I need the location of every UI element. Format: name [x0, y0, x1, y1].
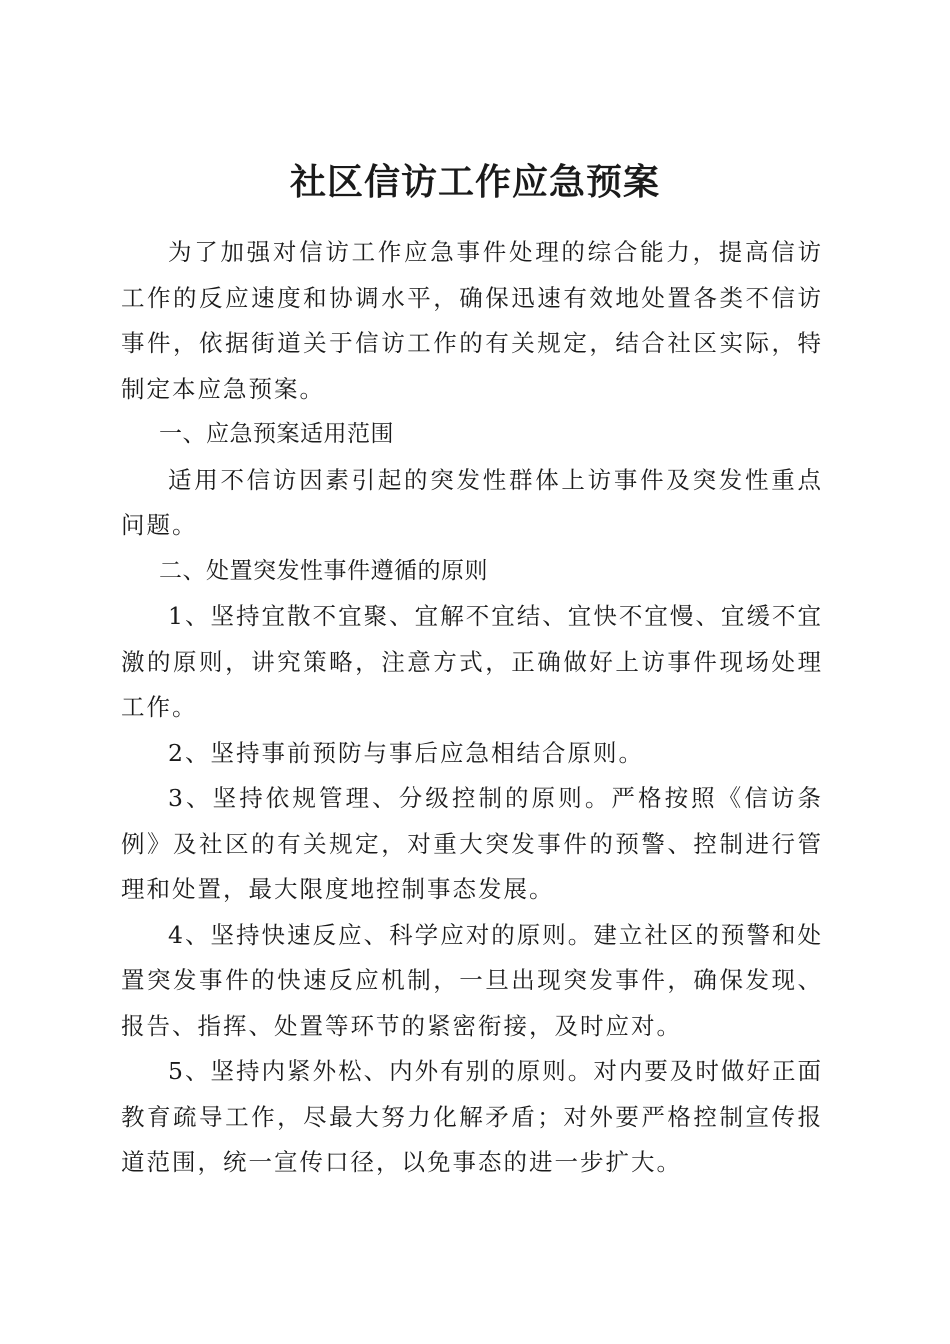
section-2-heading: 二、处置突发性事件遵循的原则: [159, 557, 488, 584]
principle-item-5: 5、坚持内紧外松、内外有别的原则。对内要及时做好正面教育疏导工作，尽最大努力化解矛盾；对外要严格控制宣传报道范围，统一宣传口径，以免事态的进一步扩大。: [121, 1057, 823, 1176]
principle-item-2: 2、坚持事前预防与事后应急相结合原则。: [168, 738, 644, 767]
document-body: [121, 230, 823, 1186]
section-1-text: 适用不信访因素引起的突发性群体上访事件及突发性重点问题。: [121, 465, 823, 539]
section-1-heading: 一、应急预案适用范围: [159, 421, 394, 447]
principle-item-3: 3、坚持依规管理、分级控制的原则。严格按照《信访条例》及社区的有关规定，对重大突发事件的预警、控制进行管理和处置，最大限度地控制事态发展。: [121, 784, 823, 903]
principle-item-4: 4、坚持快速反应、科学应对的原则。建立社区的预警和处置突发事件的快速反应机制，一旦出现突发事件，确保发现、报告、指挥、处置等环节的紧密衔接，及时应对。: [121, 920, 823, 1040]
intro-paragraph: 为了加强对信访工作应急事件处理的综合能力，提高信访工作的反应速度和协调水平，确保迅速有效地处置各类不信访事件，依据街道关于信访工作的有关规定，结合社区实际，特制定本应急预案。: [121, 238, 823, 403]
principle-item-1: 1、坚持宜散不宜聚、宜解不宜结、宜快不宜慢、宜缓不宜激的原则，讲究策略，注意方式，正确做好上访事件现场处理工作。: [121, 602, 823, 721]
document-title: 社区信访工作应急预案: [289, 161, 660, 204]
